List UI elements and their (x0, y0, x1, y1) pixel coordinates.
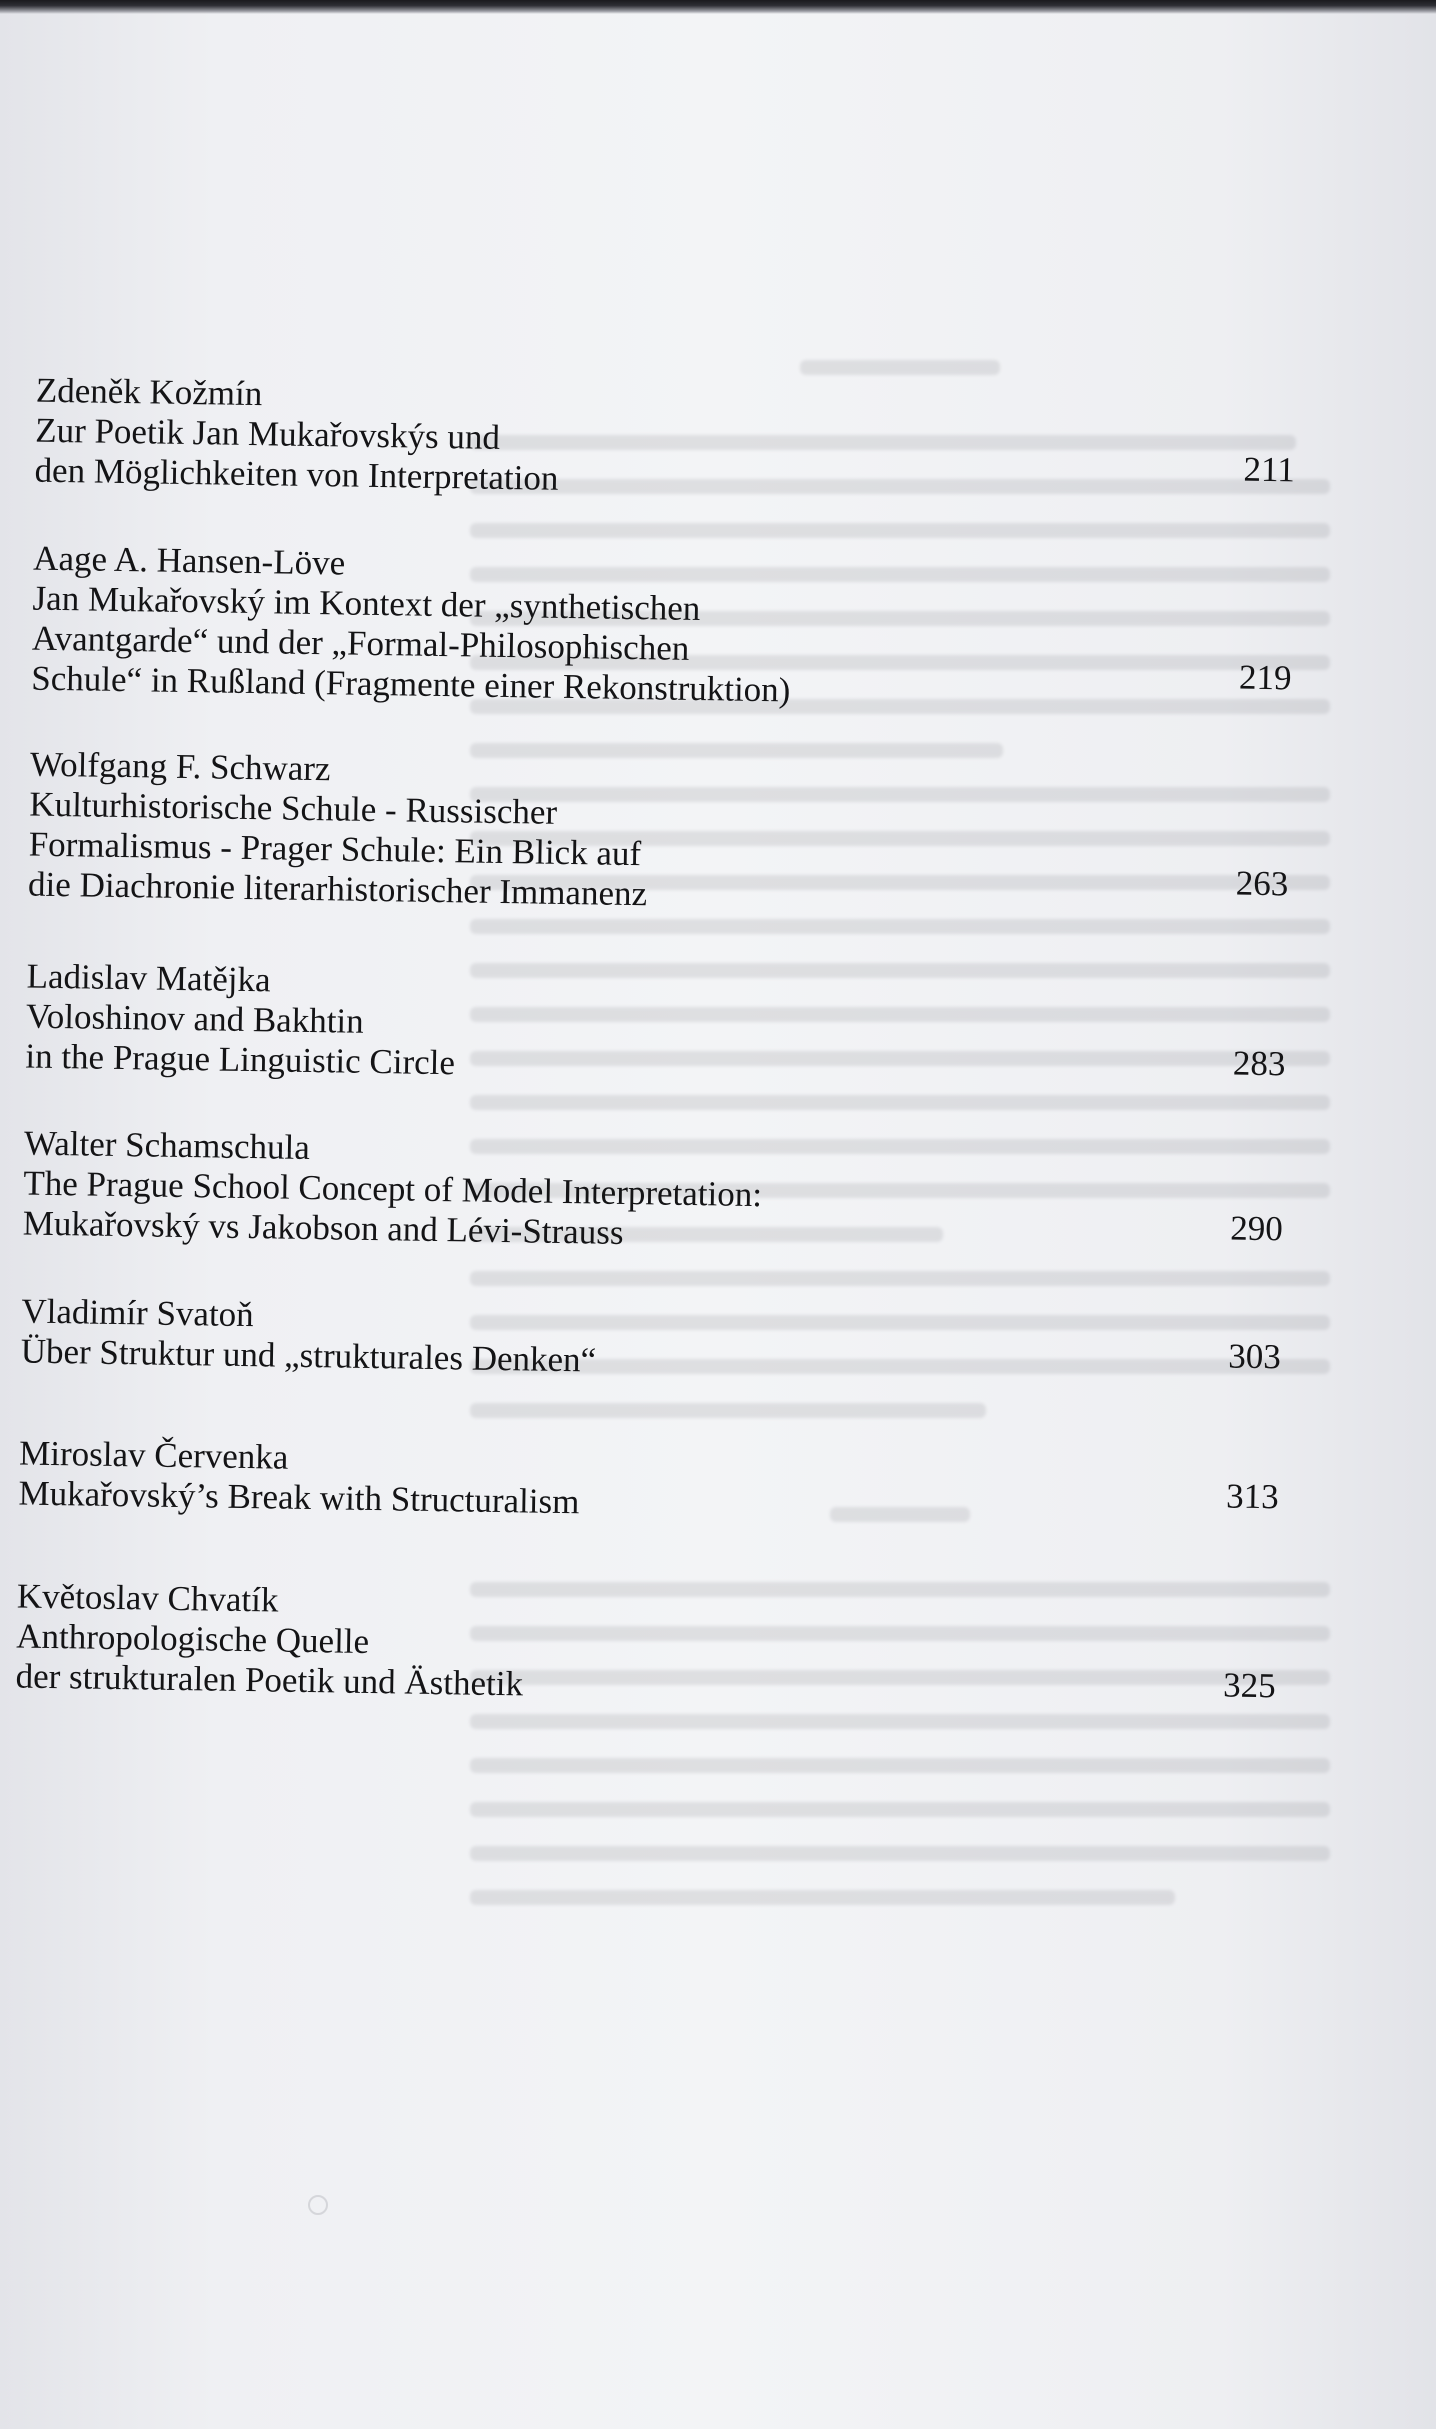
toc-page-number: 219 (1238, 657, 1292, 698)
toc-title-line: Über Struktur und „strukturales Denken“ (20, 1331, 597, 1380)
toc-title-line: der strukturalen Poetik und Ästhetik (15, 1656, 524, 1704)
toc-author: Aage A. Hansen-Löve (32, 538, 346, 583)
toc-entry (31, 539, 1293, 719)
toc-title-line: Mukařovský vs Jakobson and Lévi-Strauss (22, 1203, 624, 1252)
toc-page-number: 303 (1228, 1336, 1282, 1377)
toc-page-number: 325 (1222, 1665, 1276, 1706)
toc-title-line: Zur Poetik Jan Mukařovskýs und (34, 410, 501, 457)
toc-author: Miroslav Červenka (18, 1433, 289, 1477)
toc-entry (25, 957, 1287, 1097)
toc-author: Vladimír Svatoň (21, 1291, 255, 1335)
toc-title-line: Voloshinov and Bakhtin (25, 996, 365, 1041)
toc-title-line: die Diachronie literarhistorischer Immanenz (27, 864, 648, 914)
toc-page-number: 263 (1235, 863, 1289, 904)
toc-title-line: Kulturhistorische Schule - Russischer (29, 784, 558, 832)
toc-title-line: Formalismus - Prager Schule: Ein Blick auf (28, 824, 642, 874)
toc-page-number: 290 (1230, 1208, 1284, 1249)
toc-title-line: Anthropologische Quelle (15, 1616, 370, 1661)
toc-entry (28, 745, 1290, 925)
toc-title-line: Jan Mukařovský im Kontext der „synthetischen (32, 578, 701, 629)
toc-title-line: Schule“ in Rußland (Fragmente einer Rekonstruktion) (31, 658, 791, 710)
toc-title-line: The Prague School Concept of Model Interpretation: (23, 1163, 763, 1215)
toc-entry (22, 1124, 1284, 1264)
toc-title-line: in the Prague Linguistic Circle (25, 1036, 456, 1083)
toc-title-line: den Möglichkeiten von Interpretation (34, 450, 559, 498)
toc-page-number: 313 (1225, 1476, 1279, 1517)
toc-author: Walter Schamschula (23, 1123, 311, 1168)
toc-author: Ladislav Matějka (26, 956, 271, 1000)
toc-entry (15, 1576, 1277, 1716)
toc-page-number: 211 (1243, 449, 1296, 490)
toc-entry (18, 1433, 1279, 1533)
toc-author: Květoslav Chvatík (16, 1576, 279, 1620)
toc-entry (20, 1292, 1281, 1392)
toc-page-number: 283 (1232, 1043, 1286, 1084)
toc-author: Wolfgang F. Schwarz (29, 744, 331, 789)
toc-entry (34, 371, 1296, 511)
toc-author: Zdeněk Kožmín (35, 370, 263, 414)
toc-title-line: Avantgarde“ und der „Formal-Philosophischen (31, 618, 690, 668)
toc-title-line: Mukařovský’s Break with Structuralism (18, 1473, 580, 1522)
